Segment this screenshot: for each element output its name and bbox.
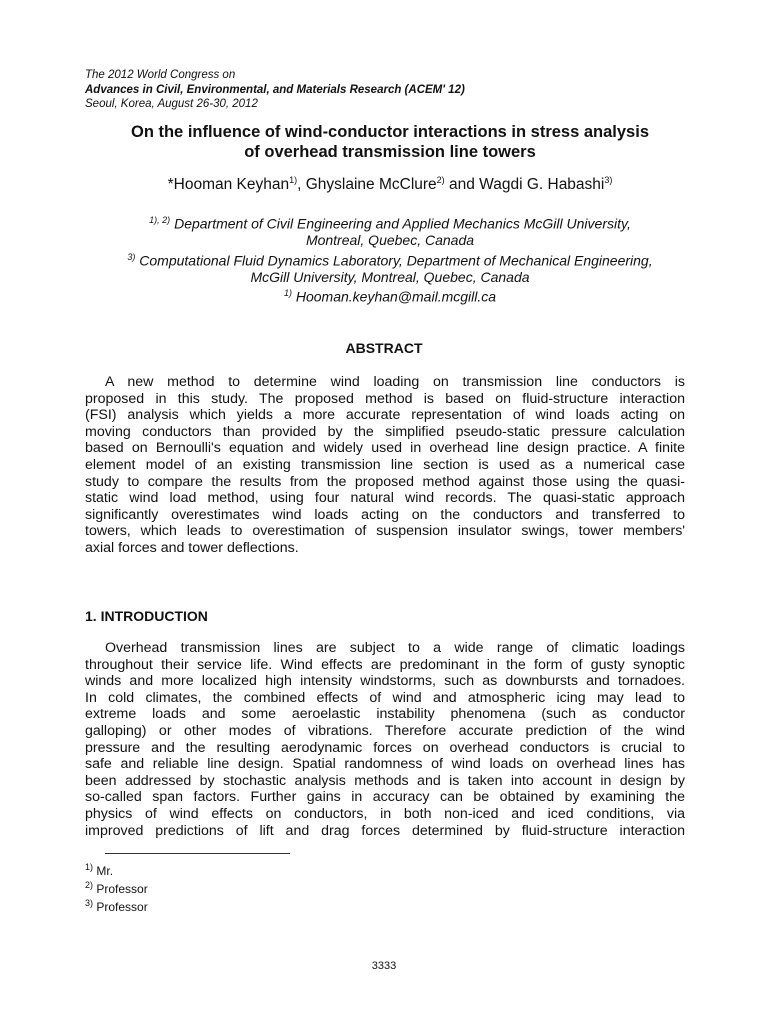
text-line: winds and more localized high intensity windstorms, such as downbursts and tornadoes. [85, 673, 685, 690]
introduction-paragraph [85, 640, 685, 839]
text-line: been addressed by stochastic analysis methods and is taken into account in design by [85, 772, 685, 789]
affiliation-text: Computational Fluid Dynamics Laboratory, Department of Mechanical Engineering, [135, 252, 653, 269]
text-line: moving conductors than provided by the simplified pseudo-static pressure calculation [85, 423, 685, 440]
text-line: In cold climates, the combined effects of wind and atmospheric icing may lead to [85, 689, 685, 706]
affiliation-line [60, 285, 720, 305]
affiliation-line [60, 232, 720, 249]
text-line: safe and reliable line design. Spatial randomness of wind loads on overhead lines has [85, 756, 685, 773]
text-line: study to compare the results from the proposed method against those using the quasi- [85, 473, 685, 490]
footnote-divider [105, 853, 290, 854]
footnote [85, 896, 148, 914]
footnote-sup: 1) [85, 862, 94, 872]
title-line-2: of overhead transmission line towers [244, 143, 536, 161]
introduction-heading: 1. INTRODUCTION [85, 608, 208, 624]
author-sup: 1) [289, 175, 298, 185]
abstract-heading: ABSTRACT [345, 340, 423, 356]
footnotes [85, 860, 148, 914]
footnote-sup: 3) [85, 898, 94, 908]
text-line: galloping) or other modes of vibrations. Therefore accurate prediction of the wind [85, 722, 685, 739]
text-line: proposed in this study. The proposed method is based on fluid-structure interaction [85, 390, 685, 407]
footnote-sup: 2) [85, 880, 94, 890]
affiliation-line [60, 269, 720, 286]
footnote-text: Mr. [96, 864, 114, 878]
affiliation-sup: 1), 2) [149, 215, 171, 225]
author-name: and Wagdi G. Habashi [444, 176, 605, 194]
affiliation-line [60, 249, 720, 269]
text-line: improved predictions of lift and drag forces determined by fluid-structure interaction [85, 822, 685, 839]
authors [60, 175, 720, 194]
footnote-text: Professor [96, 900, 148, 914]
affiliation-sup: 3) [127, 251, 136, 262]
text-line: extreme loads and some aeroelastic instability phenomena (such as conductor [85, 706, 685, 723]
title-line-1: On the influence of wind-conductor interactions in stress analysis [130, 123, 649, 141]
footnote-text: Professor [96, 882, 148, 896]
text-line: pressure and the resulting aerodynamic forces on overhead conductors is crucial to [85, 739, 685, 756]
affiliation-text: Department of Civil Engineering and Applied Mechanics McGill University, [170, 215, 631, 232]
text-line: throughout their service life. Wind effects are predominant in the form of gusty synoptic [85, 656, 685, 673]
affiliation-line [60, 212, 720, 232]
affiliation-text: Montreal, Quebec, Canada [305, 232, 475, 249]
affiliations [60, 212, 720, 305]
conference-name: Advances in Civil, Environmental, and Materials Research (ACEM' 12) [85, 83, 465, 96]
text-line: significantly overestimates wind loads acting on the conductors and transferred to [85, 506, 685, 523]
affiliation-text: McGill University, Montreal, Quebec, Canada [250, 268, 530, 285]
text-line: element model of an existing transmission line section is used as a numerical case [85, 456, 685, 473]
author-name: *Hooman Keyhan [167, 176, 290, 194]
affiliation-text: Hooman.keyhan@mail.mcgill.ca [291, 288, 497, 305]
text-line: (FSI) analysis which yields a more accurate representation of wind loads acting on [85, 407, 685, 424]
abstract-paragraph [85, 374, 685, 557]
author-name: , Ghyslaine McClure [297, 176, 437, 194]
footnote [85, 878, 148, 896]
conference-line-1: The 2012 World Congress on [85, 69, 236, 81]
text-line: static wind load method, using four natural wind records. The quasi-static approach [85, 490, 685, 507]
text-line: axial forces and tower deflections. [85, 539, 299, 556]
text-line: Overhead transmission lines are subject to a wide range of climatic loadings [105, 640, 685, 656]
text-line: based on Bernoulli's equation and widely used in overhead line design practice. A finite [85, 440, 685, 457]
text-line: so-called span factors. Further gains in accuracy can be obtained by examining the [85, 789, 685, 806]
text-line: A new method to determine wind loading on transmission line conductors is [105, 374, 685, 390]
affiliation-sup: 1) [283, 288, 292, 299]
conference-location: Seoul, Korea, August 26-30, 2012 [85, 98, 258, 110]
author-sup: 3) [604, 175, 613, 185]
conference-info [85, 68, 465, 112]
paper-title [60, 122, 720, 162]
text-line: physics of wind effects on conductors, in both non-iced and iced conditions, via [85, 805, 685, 822]
footnote [85, 860, 148, 878]
text-line: towers, which leads to overestimation of suspension insulator swings, tower members' [85, 523, 685, 540]
author-sup: 2) [436, 175, 445, 185]
page-number: 3333 [371, 960, 397, 972]
